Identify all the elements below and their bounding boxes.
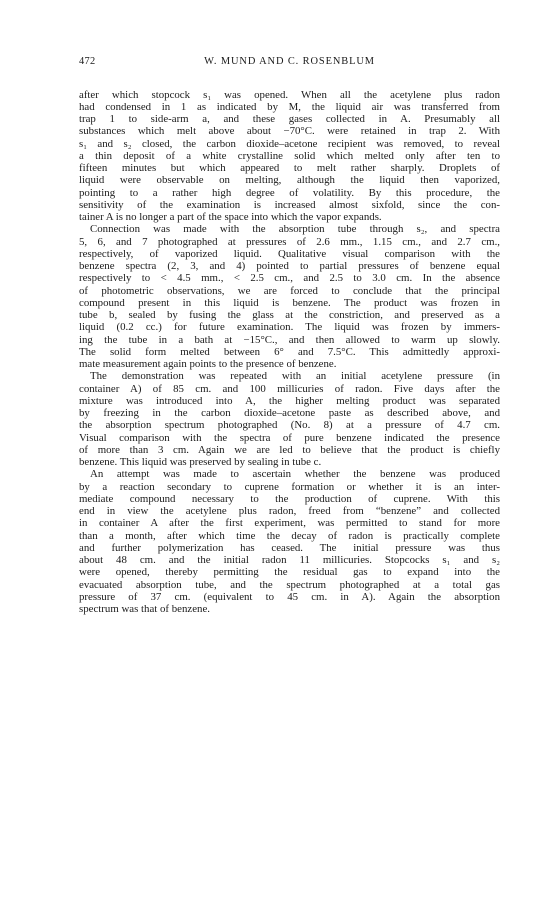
text-line: evacuated absorption tube, and the spectrum photographed at a total gas [79,578,500,591]
text-line: Visual comparison with the spectra of pure benzene indicated the presence [79,431,500,444]
text-line: a thin deposit of a white crystalline solid which melted only after ten to [79,149,500,162]
text-line: s₁ and s₂ closed, the carbon dioxide–acetone recipient was removed, to reveal [79,137,500,150]
text-line: than a month, after which time the decay of radon is practically complete [79,529,500,542]
text-line: tube b, sealed by fusing the glass at the constriction, and preserved as a [79,309,500,321]
text-line: The demonstration was repeated with an initial acetylene pressure (in [90,370,500,383]
text-line: spectrum was that of benzene. [79,603,210,615]
text-line: by a reaction secondary to cuprene formation or whether it is an inter- [79,480,500,493]
text-line: sensitivity of the examination is increased almost sixfold, since the con- [79,198,500,211]
text-line: Connection was made with the absorption tube through s₂, and spectra [90,223,500,236]
text-line: respectively, of vaporized liquid. Qualitative visual comparison with the [79,247,500,260]
text-line: liquid (0.2 cc.) for future examination. The liquid was frozen by immers- [79,321,500,334]
text-line: benzene. This liquid was preserved by sealing in tube c. [79,456,322,468]
text-line: mixture was introduced into A, the higher melting product was separated [79,394,500,407]
text-line: about 48 cm. and the initial radon 11 millicuries. Stopcocks s₁ and s₂ [79,554,500,566]
text-line: end in view the acetylene plus radon, freed from “benzene” and collected [79,505,500,517]
text-line: mate measurement again points to the presence of benzene. [79,358,337,370]
text-line: liquid were observable on melting, although the liquid then vaporized, [79,174,500,187]
text-line: were opened, thereby permitting the residual gas to expand into the [79,566,500,579]
text-line: An attempt was made to ascertain whether the benzene was produced [90,468,500,481]
text-line: in container A after the first experiment, was permitted to stand for more [79,517,500,530]
text-line: mediate compound necessary to the production of cuprene. With this [79,492,500,505]
paragraph-1 [79,89,500,224]
running-title: W. MUND AND C. ROSENBLUM [204,56,375,67]
text-line: of more than 3 cm. Again we are led to believe that the product is chiefly [79,443,500,456]
paragraph-2 [79,223,500,370]
text-line: compound present in this liquid is benzene. The product was frozen in [79,296,500,309]
text-line: pointing to a rather high degree of volatility. By this procedure, the [79,186,500,199]
text-line: and further polymerization has ceased. The initial pressure was thus [79,541,500,554]
text-line: had condensed in 1 as indicated by M, the liquid air was transferred from [79,100,500,113]
text-line: trap 1 to side-arm a, and these gases collected in A. Presumably all [79,113,500,125]
text-line: the absorption spectrum photographed (No. 8) at a pressure of 4.7 cm. [79,419,500,432]
paragraph-3 [79,370,500,468]
text-line: 5, 6, and 7 photographed at pressures of 2.6 mm., 1.15 cm., and 2.7 cm., [79,235,500,248]
text-line: ing the tube in a bath at −15°C., and then allowed to warm up slowly. [79,333,500,346]
text-line: after which stopcock s₁ was opened. When all the acetylene plus radon [79,88,500,101]
text-line: container A) of 85 cm. and 100 millicuries of radon. Five days after the [79,382,500,395]
text-line: tainer A is no longer a part of the space into which the vapor expands. [79,211,382,223]
text-line: by freezing in the carbon dioxide–acetone paste as described above, and [79,407,500,419]
text-line: substances which melt above about −70°C. were retained in trap 2. With [79,125,500,138]
text-line: The solid form melted between 6° and 7.5°C. This admittedly approxi- [79,345,500,358]
text-line: fifteen minutes but which appeared to melt rather sharply. Droplets of [79,162,500,174]
page-number: 472 [79,56,96,67]
body-text [79,89,500,616]
text-line: respectively to < 4.5 mm., < 2.5 cm., and 2.5 to 3.0 cm. In the absence [79,272,500,285]
text-line: of photometric observations, we are forced to conclude that the principal [79,284,500,297]
text-line: benzene spectra (2, 3, and 4) pointed to partial pressures of benzene equal [79,260,500,272]
paragraph-4 [79,468,500,615]
text-line: pressure of 37 cm. (equivalent to 45 cm. in A). Again the absorption [79,590,500,603]
page-header [79,56,500,70]
